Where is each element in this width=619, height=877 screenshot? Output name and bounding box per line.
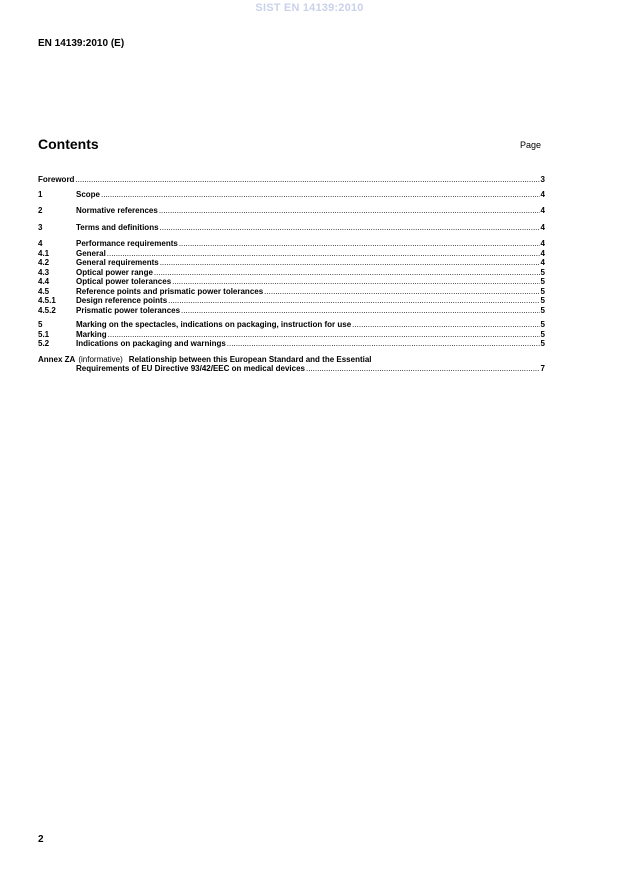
- toc-entry-number: 4.1: [38, 248, 50, 258]
- toc-leader-dots: [352, 320, 539, 330]
- toc-entry-page: 5: [540, 305, 545, 315]
- toc-leader-dots: [154, 268, 540, 278]
- toc-entry-page: 4: [540, 239, 545, 248]
- toc-entry-number: 4.4: [38, 277, 50, 286]
- toc-leader-dots: [107, 249, 540, 259]
- toc-entry-title: Optical power tolerances: [76, 277, 172, 286]
- toc-entry-number: 4.5: [38, 286, 50, 296]
- toc-entry-4-3[interactable]: [38, 268, 545, 278]
- toc-entry-number: 5: [38, 320, 43, 329]
- toc-entry-page: 3: [540, 175, 545, 184]
- toc-entry-title: Performance requirements: [76, 239, 178, 248]
- toc-entry-4-2[interactable]: [38, 258, 545, 268]
- toc-entry-number: 5.2: [38, 339, 50, 348]
- annex-title-line-2: Requirements of EU Directive 93/42/EEC on medical devices: [76, 364, 305, 373]
- page-column-label: Page: [520, 140, 542, 150]
- toc-entry-4-4[interactable]: [38, 277, 545, 287]
- toc-entry-4-5[interactable]: [38, 287, 545, 297]
- toc-entry-foreword[interactable]: [38, 175, 545, 185]
- toc-leader-dots: [172, 277, 539, 287]
- toc-leader-dots: [108, 330, 540, 340]
- toc-entry-title: General: [76, 248, 106, 258]
- toc-entry-5-1[interactable]: [38, 330, 545, 340]
- toc-entry-page: 5: [540, 296, 545, 305]
- toc-leader-dots: [179, 239, 540, 249]
- toc-entry-number: 4: [38, 239, 43, 248]
- toc-entry-2[interactable]: [38, 206, 545, 216]
- toc-entry-page: 4: [540, 222, 545, 232]
- toc-entry-number: 1: [38, 189, 43, 199]
- toc-entry-title: Marking: [76, 329, 107, 339]
- toc-entry-4[interactable]: [38, 239, 545, 249]
- toc-entry-number: 4.5.1: [38, 296, 56, 305]
- toc-leader-dots: [101, 190, 540, 200]
- toc-entry-page: 4: [540, 258, 545, 267]
- toc-entry-page: 5: [540, 329, 545, 339]
- toc-entry-title: Scope: [76, 189, 101, 199]
- toc-leader-dots: [160, 223, 540, 233]
- document-id: EN 14139:2010 (E): [38, 38, 125, 49]
- toc-entry-title: Prismatic power tolerances: [76, 305, 181, 315]
- toc-entry-number: 5.1: [38, 329, 50, 339]
- toc-entry-title: Normative references: [76, 206, 158, 215]
- toc-entry-title: Marking on the spectacles, indications on packaging, instruction for use: [76, 320, 352, 329]
- toc-entry-page: 4: [540, 206, 545, 215]
- toc-entry-number: 4.3: [38, 267, 50, 277]
- toc-entry-page: 5: [540, 267, 545, 277]
- page-number: 2: [38, 834, 44, 845]
- annex-line-1: [38, 355, 545, 365]
- toc-entry-title: Foreword: [38, 175, 75, 184]
- toc-entry-5[interactable]: [38, 320, 545, 330]
- annex-title-line-1: Relationship between this European Standard and the Essential: [128, 354, 372, 364]
- watermark: SIST EN 14139:2010: [255, 2, 364, 14]
- contents-title: Contents: [38, 136, 99, 152]
- toc-entry-page: 5: [540, 277, 545, 286]
- toc-leader-dots: [160, 258, 540, 268]
- toc-entry-page: 7: [540, 364, 545, 373]
- annex-label: Annex ZA: [38, 354, 76, 364]
- toc-entry-title: Indications on packaging and warnings: [76, 339, 226, 348]
- toc-leader-dots: [227, 339, 540, 349]
- toc-leader-dots: [306, 364, 540, 374]
- toc-entry-page: 5: [540, 286, 545, 296]
- toc-entry-annex-za[interactable]: [38, 355, 545, 374]
- toc-entry-title: Design reference points: [76, 296, 168, 305]
- toc-entry-number: 4.2: [38, 258, 50, 267]
- toc-entry-title: Optical power range: [76, 267, 153, 277]
- toc-entry-4-5-1[interactable]: [38, 296, 545, 306]
- toc-entry-number: 4.5.2: [38, 305, 56, 315]
- table-of-contents: [38, 175, 545, 374]
- toc-leader-dots: [75, 175, 539, 185]
- annex-qualifier: (informative): [78, 354, 123, 364]
- toc-leader-dots: [159, 206, 540, 216]
- toc-entry-page: 5: [540, 320, 545, 329]
- annex-line-2: [38, 364, 545, 374]
- toc-entry-title: Reference points and prismatic power tolerances: [76, 286, 264, 296]
- toc-entry-number: 3: [38, 222, 43, 232]
- toc-entry-page: 4: [540, 189, 545, 199]
- toc-entry-title: Terms and definitions: [76, 222, 159, 232]
- toc-entry-4-1[interactable]: [38, 249, 545, 259]
- toc-entry-3[interactable]: [38, 223, 545, 233]
- toc-leader-dots: [264, 287, 539, 297]
- toc-entry-title: General requirements: [76, 258, 159, 267]
- toc-entry-page: 4: [540, 248, 545, 258]
- toc-leader-dots: [181, 306, 540, 316]
- toc-entry-4-5-2[interactable]: [38, 306, 545, 316]
- toc-entry-number: 2: [38, 206, 43, 215]
- toc-leader-dots: [168, 296, 539, 306]
- toc-entry-5-2[interactable]: [38, 339, 545, 349]
- toc-entry-1[interactable]: [38, 190, 545, 200]
- toc-entry-page: 5: [540, 339, 545, 348]
